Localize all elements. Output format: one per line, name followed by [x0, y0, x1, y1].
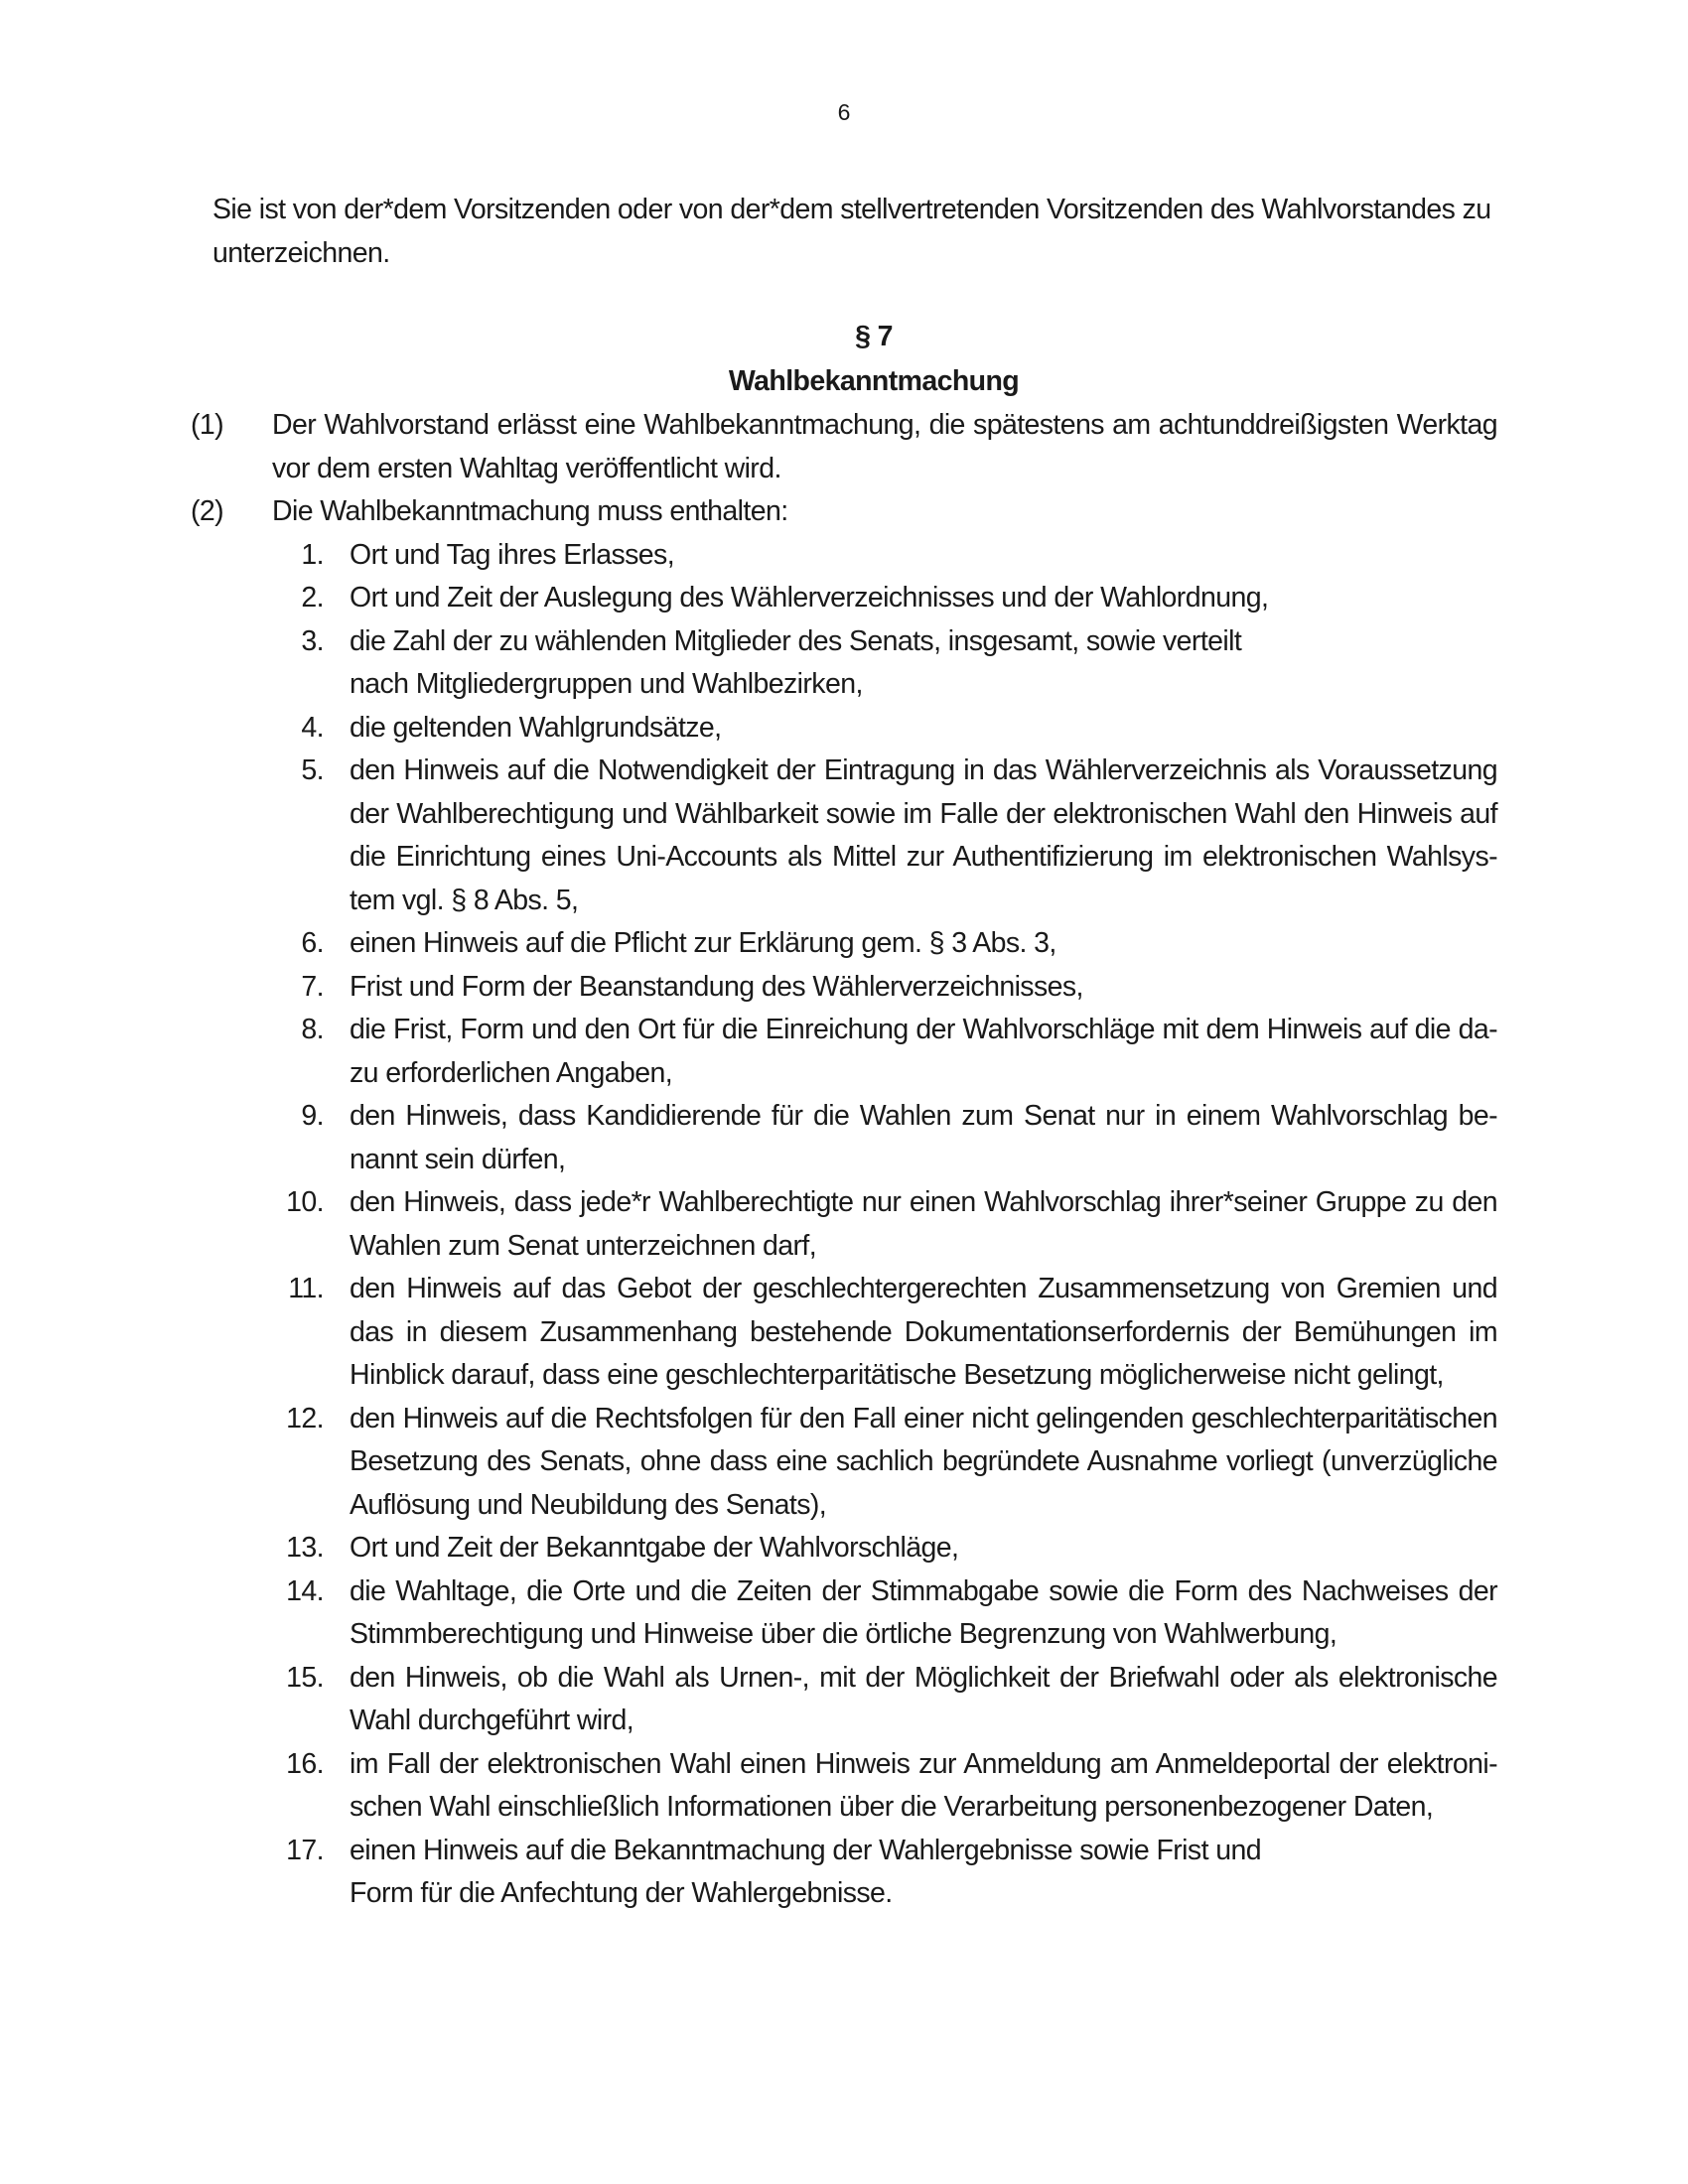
list-item-text: den Hinweis, ob die Wahl als Urnen-, mit der Möglichkeit der Briefwahl oder als elektronische Wahl durchgeführt wird, — [350, 1661, 1497, 1736]
list-item — [272, 577, 1497, 620]
list-item-text: den Hinweis auf die Notwendigkeit der Eintragung in das Wählerverzeichnis als Voraussetzung der Wahlberechtigung und Wählbarkeit sowie im Falle der elektronischen Wahl den Hinweis auf die Einrichtung eines Uni-Accounts als Mittel zur Authentifizierung im elektronischen Wahlsys-tem vgl. § 8 Abs. 5, — [350, 754, 1497, 916]
list-item-number: 13. — [286, 1532, 324, 1564]
list-item-number: 9. — [301, 1100, 324, 1132]
document-body — [191, 189, 1497, 1916]
list-item-number: 8. — [301, 1014, 324, 1045]
list-item-line: Ort und Zeit der Auslegung des Wählerverzeichnisses und der Wahlordnung, — [350, 582, 1269, 614]
list-item — [272, 620, 1497, 707]
section-title: Wahlbekanntmachung — [728, 365, 1020, 397]
paragraph-number: (1) — [191, 409, 224, 441]
list-item — [272, 1095, 1497, 1181]
list-item-text: die Frist, Form und den Ort für die Einreichung der Wahlvorschläge mit dem Hinweis auf die da-zu erforderlichen Angaben, — [350, 1014, 1497, 1089]
list-item — [272, 1181, 1497, 1268]
paragraph-number: (2) — [191, 495, 224, 527]
list-item-number: 16. — [286, 1747, 324, 1780]
list-item-number: 17. — [286, 1834, 324, 1866]
list-item-number: 7. — [301, 970, 324, 1003]
list-item-number: 12. — [286, 1402, 324, 1434]
enumerated-list — [191, 534, 1497, 1916]
list-item-text: den Hinweis, dass jede*r Wahlberechtigte nur einen Wahlvorschlag ihrer*seiner Gruppe zu den Wahlen zum Senat unterzeichnen darf, — [350, 1186, 1497, 1262]
list-item-text: im Fall der elektronischen Wahl einen Hinweis zur Anmeldung am Anmeldeportal der elektroni-schen Wahl einschließlich Informationen über die Verarbeitung personenbezogener Daten, — [350, 1747, 1497, 1823]
list-item-text: den Hinweis auf das Gebot der geschlechtergerechten Zusammensetzung von Gremien und das in diesem Zusammenhang bestehende Dokumentationserfordernis der Bemühungen im Hinblick darauf, dass eine geschlechterparitätische Besetzung möglicherweise nicht gelingt, — [350, 1273, 1497, 1391]
list-item-line: Form für die Anfechtung der Wahlergebnisse. — [350, 1877, 893, 1909]
list-item-line: einen Hinweis auf die Pflicht zur Erklärung gem. § 3 Abs. 3, — [350, 927, 1056, 959]
section-number: § 7 — [855, 321, 893, 352]
paragraph-2 — [191, 490, 1497, 534]
list-item-number: 3. — [301, 624, 324, 657]
list-item — [272, 1009, 1497, 1095]
list-item-number: 15. — [286, 1661, 324, 1694]
intro-paragraph — [212, 189, 1497, 275]
list-item — [272, 1657, 1497, 1743]
list-item-line: Frist und Form der Beanstandung des Wählerverzeichnisses, — [350, 970, 1083, 1003]
list-item — [272, 707, 1497, 751]
list-item-text: den Hinweis auf die Rechtsfolgen für den Fall einer nicht gelingenden geschlechterparitätischen Besetzung des Senats, ohne dass eine sachlich begründete Ausnahme vorliegt (unverzügliche Auflösung und Neubildung des Senats), — [350, 1402, 1497, 1521]
list-item — [272, 750, 1497, 922]
list-item-number: 6. — [301, 927, 324, 959]
intro-line: unterzeichnen. — [212, 236, 390, 269]
list-item-text — [350, 966, 1497, 1010]
list-item-text: die Wahltage, die Orte und die Zeiten der Stimmabgabe sowie die Form des Nachweises der Stimmberechtigung und Hinweise über die örtliche Begrenzung von Wahlwerbung, — [350, 1574, 1497, 1650]
list-item — [272, 966, 1497, 1010]
list-item-line: Ort und Tag ihres Erlasses, — [350, 538, 675, 571]
list-item — [272, 1398, 1497, 1528]
paragraph-text: Die Wahlbekanntmachung muss enthalten: — [272, 495, 788, 527]
list-item-line: einen Hinweis auf die Bekanntmachung der Wahlergebnisse sowie Frist und — [350, 1834, 1261, 1866]
section-heading — [191, 315, 1497, 404]
paragraph-1 — [191, 404, 1497, 490]
page-number: 6 — [837, 99, 851, 125]
list-item-text — [350, 577, 1497, 620]
list-item — [272, 922, 1497, 966]
list-item-line: Ort und Zeit der Bekanntgabe der Wahlvorschläge, — [350, 1532, 959, 1564]
list-item-number: 5. — [301, 754, 324, 786]
intro-line: Sie ist von der*dem Vorsitzenden oder von der*dem stellvertretenden Vorsitzenden des Wahlvorstandes zu — [212, 194, 1491, 225]
list-item-text — [350, 1527, 1497, 1570]
list-item-text — [350, 707, 1497, 751]
list-item-number: 4. — [301, 711, 324, 744]
list-item-line: die geltenden Wahlgrundsätze, — [350, 711, 722, 744]
list-item — [272, 1268, 1497, 1398]
list-item-number: 2. — [301, 582, 324, 614]
list-item — [272, 1743, 1497, 1830]
list-item-number: 10. — [286, 1186, 324, 1218]
list-item-text — [350, 620, 1497, 707]
list-item-number: 1. — [301, 538, 324, 571]
list-item-text — [350, 534, 1497, 578]
list-item-line: die Zahl der zu wählenden Mitglieder des Senats, insgesamt, sowie verteilt — [350, 624, 1242, 657]
paragraph-text: Der Wahlvorstand erlässt eine Wahlbekanntmachung, die spätestens am achtunddreißigsten Werktag vor dem ersten Wahltag veröffentlicht wird. — [272, 409, 1497, 484]
list-item-text — [350, 1830, 1497, 1916]
list-item-text: den Hinweis, dass Kandidierende für die Wahlen zum Senat nur in einem Wahlvorschlag be-nannt sein dürfen, — [350, 1100, 1497, 1175]
list-item — [272, 1570, 1497, 1657]
list-item-number: 14. — [286, 1574, 324, 1607]
list-item — [272, 1527, 1497, 1570]
list-item — [272, 1830, 1497, 1916]
list-item-text — [350, 922, 1497, 966]
list-item — [272, 534, 1497, 578]
list-item-number: 11. — [288, 1273, 324, 1304]
list-item-line: nach Mitgliedergruppen und Wahlbezirken, — [350, 668, 863, 700]
